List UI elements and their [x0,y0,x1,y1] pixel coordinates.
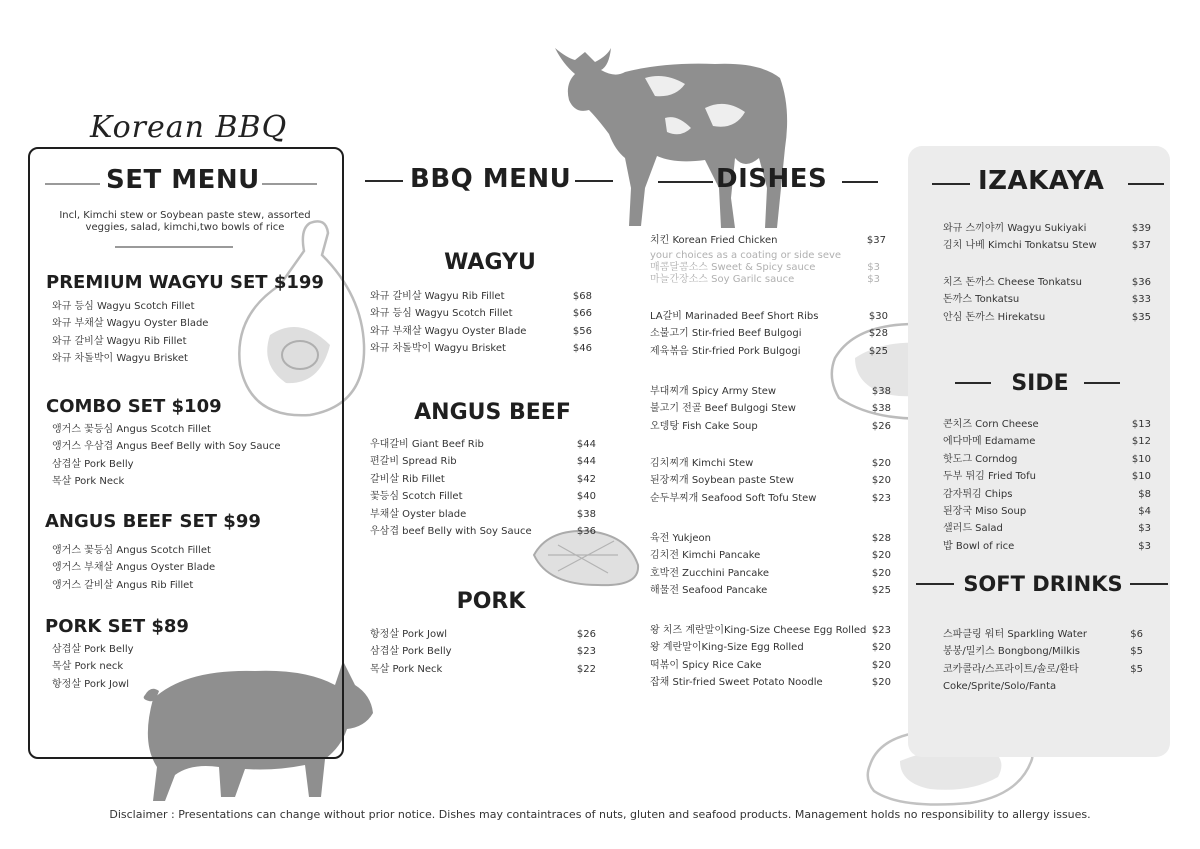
menu-item: 스파클링 워터 Sparkling Water $6 [943,629,1143,640]
menu-item: 우삼겹 beef Belly with Soy Sauce $36 [370,525,596,537]
menu-item: 왕 치즈 계란말이King-Size Cheese Egg Rolled $23 [650,625,891,636]
side-title: SIDE [1011,371,1069,396]
divider [115,246,233,248]
set-item: 삼겹살 Pork Belly [52,644,134,655]
set-menu-list [45,511,335,594]
menu-item: 순두부찌개 Seafood Soft Tofu Stew $23 [650,492,891,504]
menu-item: 목살 Pork Neck $22 [370,663,596,675]
menu-item: 불고기 전골 Beef Bulgogi Stew $38 [650,403,891,415]
menu-item: 된장국 Miso Soup $4 [943,505,1151,517]
menu-item: 와규 등심 Wagyu Scotch Fillet $66 [370,308,592,320]
set-item: 와규 차돌박이 Wagyu Brisket [52,353,188,365]
divider [1084,382,1120,384]
korean-bbq-script-title: Korean BBQ [90,110,288,145]
wagyu-heading: WAGYU [444,250,536,275]
menu-item: 안심 돈까스 Hirekatsu $35 [943,311,1151,323]
dishes-list [650,622,891,692]
angus-beef-heading: ANGUS BEEF [414,400,571,425]
menu-item: 우대갈비 Giant Beef Rib $44 [370,439,596,450]
izakaya-title: IZAKAYA [978,166,1105,196]
menu-item: 삼겹살 Pork Belly $23 [370,646,596,658]
menu-item: 부대찌개 Spicy Army Stew $38 [650,386,891,397]
menu-item: 갈비살 Rib Fillet $42 [370,473,596,485]
izakaya-list [943,274,1151,326]
set-item: 앵거스 우삼겹 Angus Beef Belly with Soy Sauce [52,441,281,453]
menu-item: 호박전 Zucchini Pancake $20 [650,567,891,579]
dishes-list [650,530,891,600]
menu-item: 봉봉/밀키스 Bongbong/Milkis $5 [943,646,1143,658]
set-menu-title: SET MENU [106,165,260,195]
menu-item: 밥 Bowl of rice $3 [943,540,1151,552]
menu-item: 편갈비 Spread Rib $44 [370,456,596,468]
dishes-list [650,455,891,507]
divider [658,181,713,183]
set-item: 와규 갈비살 Wagyu Rib Fillet [52,335,187,347]
menu-item-continued: Coke/Sprite/Solo/Fanta [943,681,1057,693]
bbq-menu-title: BBQ MENU [410,164,572,194]
set-item: 앵거스 꽃등심 Angus Scotch Fillet [52,424,211,435]
sauce-item: 마늘간장소스 Soy Garilc sauce $3 [650,274,880,285]
dishes-title: DISHES [716,164,828,194]
menu-item: 김치 나베 Kimchi Tonkatsu Stew $37 [943,240,1151,252]
menu-item: 소불고기 Stir-fried Beef Bulgogi $28 [650,328,888,340]
divider [575,180,613,182]
set-item: 목살 Pork Neck [52,476,125,488]
angus-beef-list [370,436,596,540]
menu-item: 치즈 돈까스 Cheese Tonkatsu $36 [943,277,1151,288]
divider [262,183,317,185]
set-title: PREMIUM WAGYU SET $199 [46,272,324,293]
divider [932,183,970,185]
set-item: 앵거스 꽃등심 Angus Scotch Fillet [52,545,211,556]
divider [1128,183,1164,185]
menu-item: 핫도그 Corndog $10 [943,453,1151,465]
sauce-item: 매콤달콤소스 Sweet & Spicy sauce $3 [650,262,880,273]
menu-item: 콘치즈 Corn Cheese $13 [943,419,1151,430]
dishes-list [650,383,891,435]
menu-item: 김치찌개 Kimchi Stew $20 [650,458,891,469]
set-title: PORK SET $89 [45,616,189,637]
disclaimer: Disclaimer : Presentations can change without prior notice. Dishes may containtraces of nuts, gluten and seafood products. Management holds no responsibility to allergy issues. [109,808,1091,821]
menu-item: 코카콜라/스프라이트/솔로/환타 $5 [943,663,1143,675]
menu-item: 육전 Yukjeon $28 [650,533,891,544]
menu-item: 두부 튀김 Fried Tofu $10 [943,471,1151,483]
chicken-options [650,250,880,286]
menu-item: 치킨 Korean Fried Chicken $37 [650,235,886,246]
set-menu-list [45,616,335,693]
menu-item: LA갈비 Marinaded Beef Short Ribs $30 [650,311,888,322]
menu-item: 김치전 Kimchi Pancake $20 [650,550,891,562]
menu-item: 샐러드 Salad $3 [943,523,1151,535]
menu-item: 된장찌개 Soybean paste Stew $20 [650,475,891,487]
set-item: 와규 등심 Wagyu Scotch Fillet [52,301,195,312]
menu-item: 제육볶음 Stir-fried Pork Bulgogi $25 [650,345,888,357]
divider [842,181,878,183]
divider [45,183,100,185]
menu-item: 오뎅탕 Fish Cake Soup $26 [650,420,891,432]
menu-item: 항정살 Pork Jowl $26 [370,629,596,640]
set-item: 앵거스 부채살 Angus Oyster Blade [52,562,216,574]
set-menu-list [46,396,336,491]
menu-item: 와규 부채살 Wagyu Oyster Blade $56 [370,325,592,337]
set-menu-note: Incl, Kimchi stew or Soybean paste stew, assorted veggies, salad, kimchi,two bowls of rice [59,210,311,233]
set-item: 항정살 Pork Jowl [52,678,130,690]
soft-drinks-list [943,626,1143,696]
izakaya-list [943,220,1151,255]
wagyu-list [370,288,592,358]
pork-list [370,626,596,678]
menu-item: 에다마메 Edamame $12 [943,436,1151,448]
set-item: 목살 Pork neck [52,661,124,673]
chicken-note: your choices as a coating or side seve [650,250,842,261]
set-menu-list [46,272,336,368]
set-item: 삼겹살 Pork Belly [52,458,134,470]
set-title: ANGUS BEEF SET $99 [45,511,261,532]
menu-item: 돈까스 Tonkatsu $33 [943,294,1151,306]
menu-item: 와규 차돌박이 Wagyu Brisket $46 [370,343,592,355]
menu-item: 와규 갈비살 Wagyu Rib Fillet $68 [370,291,592,302]
dishes-list [650,232,886,249]
menu-item: 감자튀김 Chips $8 [943,488,1151,500]
divider [1130,583,1168,585]
cow-illustration [545,38,795,233]
divider [955,382,991,384]
soft-drinks-title: SOFT DRINKS [963,572,1123,596]
menu-item: 해물전 Seafood Pancake $25 [650,585,891,597]
set-item: 앵거스 갈비살 Angus Rib Fillet [52,579,194,591]
set-title: COMBO SET $109 [46,396,222,417]
set-item: 와규 부채살 Wagyu Oyster Blade [52,318,209,330]
dishes-list [650,308,888,360]
side-list [943,416,1151,555]
pork-heading: PORK [456,589,526,614]
divider [916,583,954,585]
menu-item: 왕 계란말이King-Size Egg Rolled $20 [650,642,891,654]
menu-item: 잡채 Stir-fried Sweet Potato Noodle $20 [650,677,891,689]
divider [365,180,403,182]
menu-item: 떡볶이 Spicy Rice Cake $20 [650,659,891,671]
menu-item: 와규 스끼야끼 Wagyu Sukiyaki $39 [943,223,1151,234]
menu-item: 부채살 Oyster blade $38 [370,508,596,520]
menu-item: 꽃등심 Scotch Fillet $40 [370,491,596,503]
